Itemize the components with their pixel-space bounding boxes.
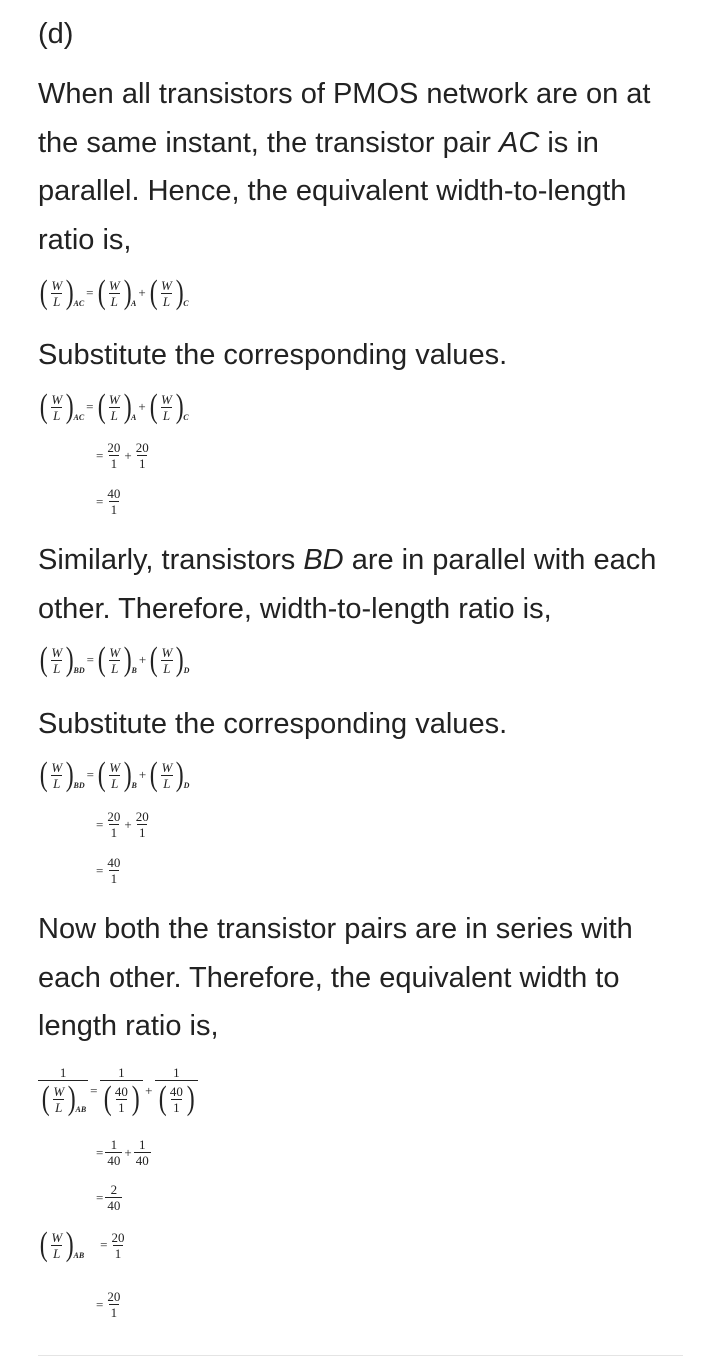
divider <box>38 1355 683 1356</box>
equation-bd-step-sum: = $\frac{20}{1}$ + $\frac{20}{1}$ <box>96 809 149 840</box>
equation-final-result: = $\frac{20}{1}$ <box>96 1289 121 1320</box>
paragraph-ac-intro: When all transistors of PMOS network are on at the same instant, the transistor pair AC is in parallel. Hence, the equivalent width-to-length ratio is, <box>38 78 651 257</box>
equation-ac-step-sum: = $\frac{20}{1}$ + $\frac{20}{1}$ <box>96 440 149 471</box>
equation-ac-step-result: = $\frac{40}{1}$ <box>96 486 121 517</box>
paragraph-bd-intro: Similarly, transistors BD are in parallel with each other. Therefore, width-to-length ratio is, <box>38 544 657 625</box>
paragraph-substitute-2: Substitute the corresponding values. <box>38 708 508 740</box>
equation-series: 1 ( $\frac{W}{L}$ ) AB = 1 ( $\frac{40}{1}$ ) + 1 ( $\frac{40}{1}$ ) <box>38 1066 198 1116</box>
equation-series-result: ( $\frac{W}{L}$ ) AB = $\frac{20}{1}$ <box>39 1226 125 1263</box>
equation-bd-step-result: = $\frac{40}{1}$ <box>96 855 121 886</box>
part-label: (d) <box>38 18 74 50</box>
equation-ac-substituted: ( $\frac{W}{L}$ ) AC = ( $\frac{W}{L}$ ) A + ( $\frac{W}{L}$ ) C <box>39 388 189 425</box>
paragraph-substitute-1: Substitute the corresponding values. <box>38 339 508 371</box>
equation-bd-substituted: ( $\frac{W}{L}$ ) BD = ( $\frac{W}{L}$ ) B + ( $\frac{W}{L}$ ) D <box>39 756 190 793</box>
equation-ac-parallel: ( $\frac{W}{L}$ ) AC = ( $\frac{W}{L}$ ) A + ( $\frac{W}{L}$ ) C <box>39 274 189 311</box>
paragraph-series: Now both the transistor pairs are in series with each other. Therefore, the equivalent width to length ratio is, <box>38 913 633 1043</box>
equation-series-step-two: = $\frac{2}{40}$ <box>96 1182 121 1213</box>
equation-series-step-sum: = $\frac{1}{40}$ + $\frac{1}{40}$ <box>96 1137 149 1168</box>
equation-bd-parallel: ( $\frac{W}{L}$ ) BD = ( $\frac{W}{L}$ ) B + ( $\frac{W}{L}$ ) D <box>39 641 190 678</box>
